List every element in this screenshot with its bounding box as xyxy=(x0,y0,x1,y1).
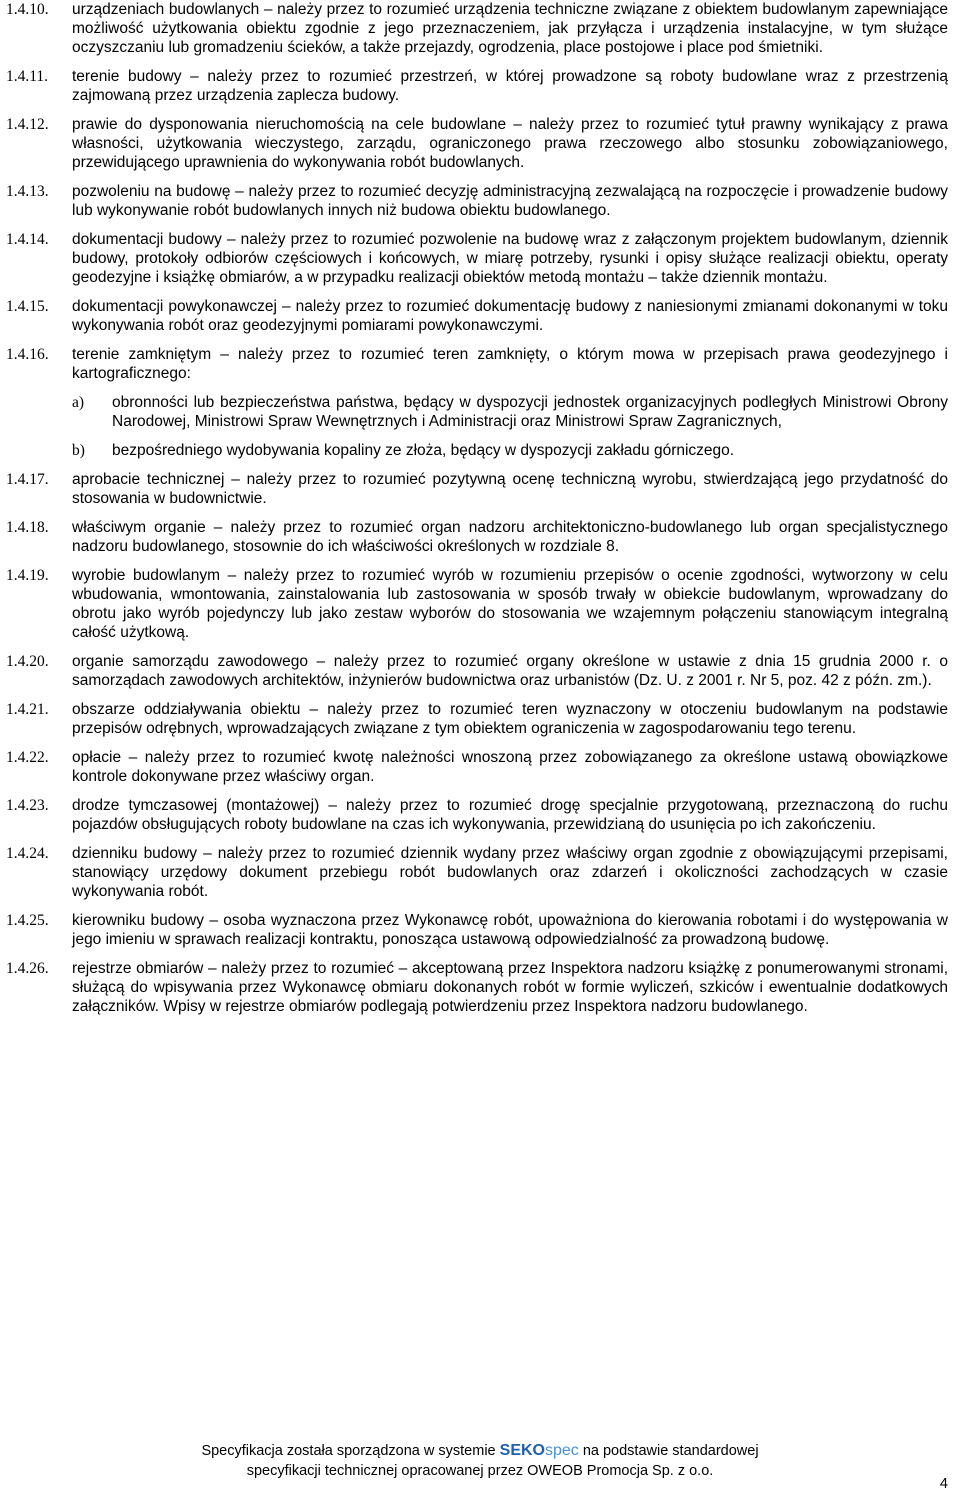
definition-number: 1.4.18. xyxy=(6,519,49,536)
logo-seko-text: SEKO xyxy=(499,1442,545,1459)
definition-number: 1.4.24. xyxy=(6,845,49,862)
definition-text: organie samorządu zawodowego – należy przez to rozumieć organy określone w ustawie z dnia 15 grudnia 2000 r. o samorządach zawodowych architektów, inżynierów budownictwa oraz urbanistów (Dz. U. z 2001 r. Nr 5, poz. 42 z późn. zm.). xyxy=(72,653,948,689)
footer-line-1 xyxy=(0,1441,960,1461)
subitem-letter: a) xyxy=(72,394,85,411)
definition-number: 1.4.10. xyxy=(6,1,49,18)
definition-text: rejestrze obmiarów – należy przez to rozumieć – akceptowaną przez Inspektora nadzoru książkę z ponumerowanymi stronami, służącą do wpisywania przez Wykonawcę obmiaru dokonanych robót w formie wyliczeń, szkiców i ewentualnie dodatkowych załączników. Wpisy w rejestrze obmiarów podlegają potwierdzeniu przez Inspektora nadzoru budowlanego. xyxy=(72,960,948,1015)
definition-item xyxy=(6,566,948,642)
definition-text: drodze tymczasowej (montażowej) – należy przez to rozumieć drogę specjalnie przygotowaną, przeznaczoną do ruchu pojazdów obsługujących roboty budowlane na czas ich wykonywania, przewidzianą do usunięcia po ich zakończeniu. xyxy=(72,797,948,833)
definition-number: 1.4.19. xyxy=(6,567,49,584)
definition-number: 1.4.22. xyxy=(6,749,49,766)
definition-body xyxy=(72,230,948,287)
sekospec-logo xyxy=(500,1443,579,1459)
definition-number: 1.4.14. xyxy=(6,231,49,248)
definition-body xyxy=(72,700,948,738)
definition-text: opłacie – należy przez to rozumieć kwotę należności wnoszoną przez zobowiązanego za określone ustawą obowiązkowe kontrole dokonywane przez właściwy organ. xyxy=(72,749,948,785)
footer-line-2: specyfikacji technicznej opracowanej przez OWEOB Promocja Sp. z o.o. xyxy=(246,1463,714,1479)
definition-number: 1.4.17. xyxy=(6,471,49,488)
definition-body xyxy=(72,844,948,901)
definition-body xyxy=(72,748,948,786)
definition-text: pozwoleniu na budowę – należy przez to rozumieć decyzję administracyjną zezwalającą na rozpoczęcie i prowadzenie budowy lub wykonywanie robót budowlanych innych niż budowa obiektu budowlanego. xyxy=(72,183,948,219)
definition-item xyxy=(6,796,948,834)
definition-subitem xyxy=(72,393,948,431)
definition-item xyxy=(6,182,948,220)
page-number: 4 xyxy=(939,1476,948,1492)
definition-body xyxy=(72,959,948,1016)
definition-number: 1.4.26. xyxy=(6,960,49,977)
definition-text: prawie do dysponowania nieruchomością na cele budowlane – należy przez to rozumieć tytuł prawny wynikający z prawa własności, użytkowania wieczystego, zarządu, ograniczonego prawa rzeczowego albo stosunku zobowiązaniowego, przewidującego uprawnienia do wykonywania robót budowlanych. xyxy=(72,116,948,171)
definition-subitem xyxy=(72,441,948,460)
definition-body xyxy=(72,182,948,220)
definition-number: 1.4.25. xyxy=(6,912,49,929)
definition-text: aprobacie technicznej – należy przez to rozumieć pozytywną ocenę techniczną wyrobu, stwierdzającą jego przydatność do stosowania w budownictwie. xyxy=(72,471,948,507)
definition-text: terenie budowy – należy przez to rozumieć przestrzeń, w której prowadzone są roboty budowlane wraz z przestrzenią zajmowaną przez urządzenia zaplecza budowy. xyxy=(72,68,948,104)
definition-body xyxy=(72,518,948,556)
definition-body xyxy=(72,67,948,105)
definition-body xyxy=(72,115,948,172)
definition-number: 1.4.20. xyxy=(6,653,49,670)
footer-text-after-logo: na podstawie standardowej xyxy=(582,1443,759,1459)
definition-text: terenie zamkniętym – należy przez to rozumieć teren zamknięty, o którym mowa w przepisach prawa geodezyjnego i kartograficznego: xyxy=(72,346,948,382)
subitem-text: bezpośredniego wydobywania kopaliny ze złoża, będący w dyspozycji zakładu górniczego. xyxy=(112,442,735,459)
definition-item xyxy=(6,115,948,172)
definition-item xyxy=(6,911,948,949)
definition-text: dzienniku budowy – należy przez to rozumieć dziennik wydany przez właściwy organ zgodnie z obowiązującymi przepisami, stanowiący urzędowy dokument przebiegu robót budowlanych oraz zdarzeń i okoliczności zachodzących w czasie wykonywania robót. xyxy=(72,845,948,900)
definition-text: obszarze oddziaływania obiektu – należy przez to rozumieć teren wyznaczony w otoczeniu budowlanym na podstawie przepisów odrębnych, wprowadzających związane z tym obiektem ograniczenia w zagospodarowaniu tego terenu. xyxy=(72,701,948,737)
definition-item xyxy=(6,518,948,556)
definition-body xyxy=(72,566,948,642)
definition-body xyxy=(72,652,948,690)
definition-item xyxy=(6,67,948,105)
definition-text: dokumentacji powykonawczej – należy przez to rozumieć dokumentację budowy z naniesionymi zmianami dokonanymi w toku wykonywania robót oraz geodezyjnymi pomiarami powykonawczymi. xyxy=(72,298,948,334)
subitem-letter: b) xyxy=(72,442,85,459)
definition-number: 1.4.21. xyxy=(6,701,49,718)
definition-item xyxy=(6,844,948,901)
definition-item xyxy=(6,345,948,460)
definition-body xyxy=(72,470,948,508)
definition-item xyxy=(6,959,948,1016)
definition-body xyxy=(72,796,948,834)
definition-item xyxy=(6,470,948,508)
definition-body xyxy=(72,0,948,57)
definition-body xyxy=(72,911,948,949)
definition-body xyxy=(72,297,948,335)
definition-item xyxy=(6,748,948,786)
definition-body xyxy=(72,345,948,460)
definition-text: dokumentacji budowy – należy przez to rozumieć pozwolenie na budowę wraz z załączonym projektem budowlanym, dziennik budowy, protokoły odbiorów częściowych i końcowych, w miarę potrzeby, rysunki i opisy służące realizacji obiektu, operaty geodezyjne i książkę obmiarów, a w przypadku realizacji obiektów metodą montażu – także dziennik montażu. xyxy=(72,231,948,286)
definition-text: wyrobie budowlanym – należy przez to rozumieć wyrób w rozumieniu przepisów o ocenie zgodności, wytworzony w celu wbudowania, wmontowania, zainstalowania lub zastosowania w sposób trwały w obiekcie budowlanym, wprowadzany do obrotu jako wyrób pojedynczy lub jako zestaw wyborów do stosowania we wzajemnym połączeniu stanowiącym integralną całość użytkową. xyxy=(72,567,948,641)
definition-text: urządzeniach budowlanych – należy przez to rozumieć urządzenia techniczne związane z obiektem budowlanym zapewniające możliwość użytkowania obiektu zgodnie z jego przeznaczeniem, jak przyłącza i urządzenia instalacyjne, w tym służące oczyszczaniu lub gromadzeniu ścieków, a także przejazdy, ogrodzenia, place postojowe i place pod śmietniki. xyxy=(72,1,948,56)
definition-number: 1.4.15. xyxy=(6,298,49,315)
definitions-list xyxy=(6,0,948,1026)
definition-item xyxy=(6,652,948,690)
definition-text: właściwym organie – należy przez to rozumieć organ nadzoru architektoniczno-budowlanego lub organ specjalistycznego nadzoru budowlanego, stosownie do ich właściwości określonych w rozdziale 8. xyxy=(72,519,948,555)
definition-item xyxy=(6,297,948,335)
definition-number: 1.4.12. xyxy=(6,116,49,133)
definition-number: 1.4.23. xyxy=(6,797,49,814)
definition-number: 1.4.11. xyxy=(6,68,49,85)
subitem-text: obronności lub bezpieczeństwa państwa, będący w dyspozycji jednostek organizacyjnych podległych Ministrowi Obrony Narodowej, Ministrowi Spraw Wewnętrznych i Administracji oraz Ministrowi Spraw Zagranicznych, xyxy=(112,394,948,430)
logo-spec-text: spec xyxy=(544,1442,579,1459)
definition-item xyxy=(6,230,948,287)
definition-item xyxy=(6,0,948,57)
definition-number: 1.4.16. xyxy=(6,346,49,363)
definition-text: kierowniku budowy – osoba wyznaczona przez Wykonawcę robót, upoważniona do kierowania robotami i do występowania w jego imieniu w sprawach realizacji kontraktu, ponosząca ustawową odpowiedzialność za prowadzoną budowę. xyxy=(72,912,948,948)
definition-number: 1.4.13. xyxy=(6,183,49,200)
footer-text-before-logo: Specyfikacja została sporządzona w systemie xyxy=(201,1443,496,1459)
definition-item xyxy=(6,700,948,738)
page-footer xyxy=(0,1441,960,1481)
